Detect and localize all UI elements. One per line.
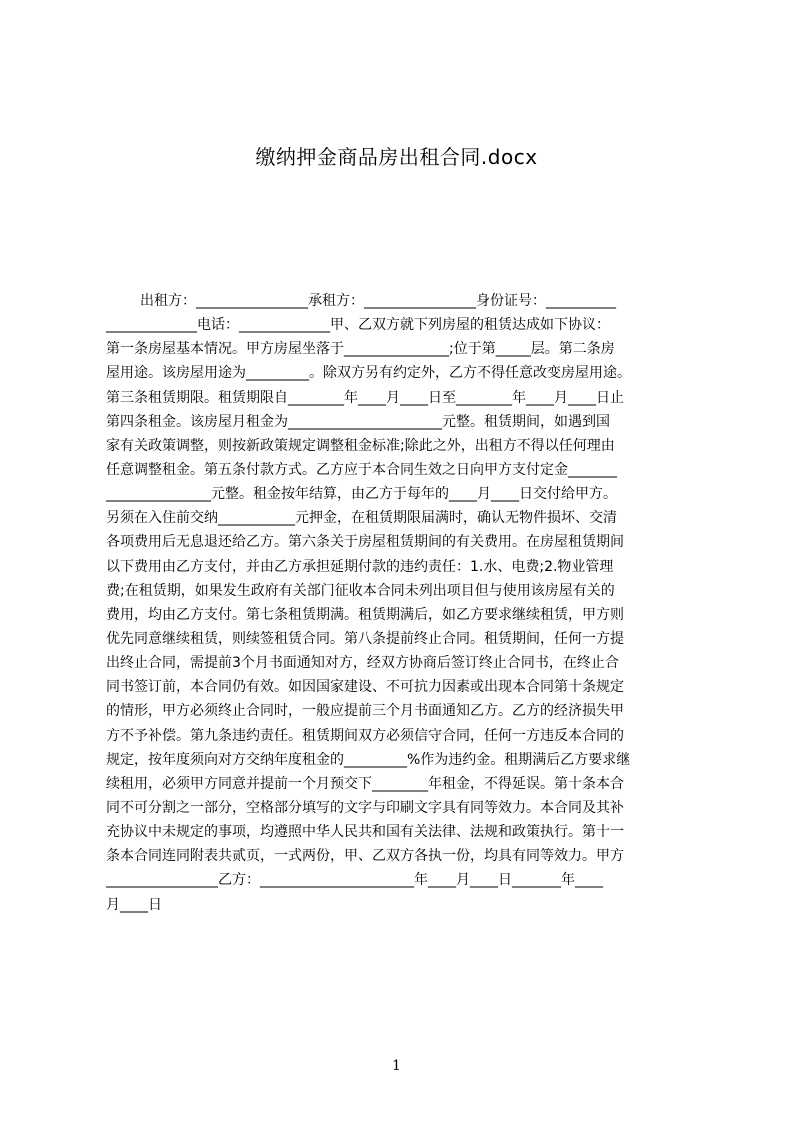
body-line-12: 以下费用由乙方支付，并由乙方承担延期付款的违约责任：1.水、电费;2.物业管理 <box>106 558 614 575</box>
body-line-14: 费用，均由乙方支付。第七条租赁期满。租赁期满后，如乙方要求继续租赁，甲方则 <box>106 606 624 623</box>
body-line-10: 另须在入住前交纳___________元押金，在租赁期限届满时，确认无物件损坏、交清 <box>106 510 617 527</box>
body-line-16: 出终止合同，需提前3个月书面通知对方，经双方协商后签订终止合同书，在终止合 <box>106 655 619 672</box>
body-line-22: 同不可分割之一部分，空格部分填写的文字与印刷文字具有同等效力。本合同及其补 <box>106 799 624 816</box>
body-line-20: 规定，按年度须向对方交纳年度租金的_________%作为违约金。租期满后乙方要求继 <box>106 751 631 768</box>
body-line-17: 同书签订前，本合同仍有效。如因国家建设、不可抗力因素或出现本合同第十条规定 <box>106 679 624 696</box>
body-line-11: 各项费用后无息退还给乙方。第六条关于房屋租赁期间的有关费用。在房屋租赁期间 <box>106 534 624 551</box>
body-line-5: 第三条租赁期限。租赁期限自________年____月____日至________年____月____日止 <box>106 389 624 406</box>
body-line-1: 出租方：________________承租方：________________身份证号：__________ <box>140 293 616 309</box>
body-line-19: 方不予补偿。第九条违约责任。租赁期间双方必须信守合同，任何一方违反本合同的 <box>106 727 624 744</box>
body-line-6: 第四条租金。该房屋月租金为______________________元整。租赁期间，如遇到国 <box>106 413 610 430</box>
document-title: 缴纳押金商品房出租合同.docx <box>255 145 538 169</box>
body-line-4: 屋用途。该房屋用途为_________。除双方另有约定外，乙方不得任意改变房屋用途。 <box>106 365 631 382</box>
body-line-23: 充协议中未规定的事项，均遵照中华人民共和国有关法律、法规和政策执行。第十一 <box>106 824 624 841</box>
body-line-24: 条本合同连同附表共贰页，一式两份，甲、乙双方各执一份，均具有同等效力。甲方 <box>106 848 624 865</box>
body-line-15: 优先同意继续租赁，则续签租赁合同。第八条提前终止合同。租赁期间，任何一方提 <box>106 630 624 647</box>
body-line-9: _______________元整。租金按年结算，由乙方于每年的____月____日交付给甲方。 <box>106 486 617 503</box>
body-line-13: 费;在租赁期，如果发生政府有关部门征收本合同未列出项目但与使用该房屋有关的 <box>106 582 615 599</box>
body-line-21: 续租用，必须甲方同意并提前一个月预交下________年租金，不得延误。第十条本合 <box>106 775 624 792</box>
document-body <box>106 289 698 917</box>
body-line-3: 第一条房屋基本情况。甲方房屋坐落于_______________;位于第_____层。第二条房 <box>106 341 615 358</box>
body-line-26: 月____日 <box>106 896 162 913</box>
body-line-2: _____________电话：_____________甲、乙双方就下列房屋的租赁达成如下协议： <box>106 317 610 334</box>
body-line-7: 家有关政策调整，则按新政策规定调整租金标准;除此之外，出租方不得以任何理由 <box>106 437 615 454</box>
body-line-18: 的情形，甲方必须终止合同时，一般应提前三个月书面通知乙方。乙方的经济损失甲 <box>106 703 624 720</box>
body-line-8: 任意调整租金。第五条付款方式。乙方应于本合同生效之日向甲方支付定金_______ <box>106 461 617 478</box>
body-line-25: ________________乙方：______________________年____月____日_______年____ <box>106 872 603 889</box>
page-number: 1 <box>392 1058 401 1074</box>
